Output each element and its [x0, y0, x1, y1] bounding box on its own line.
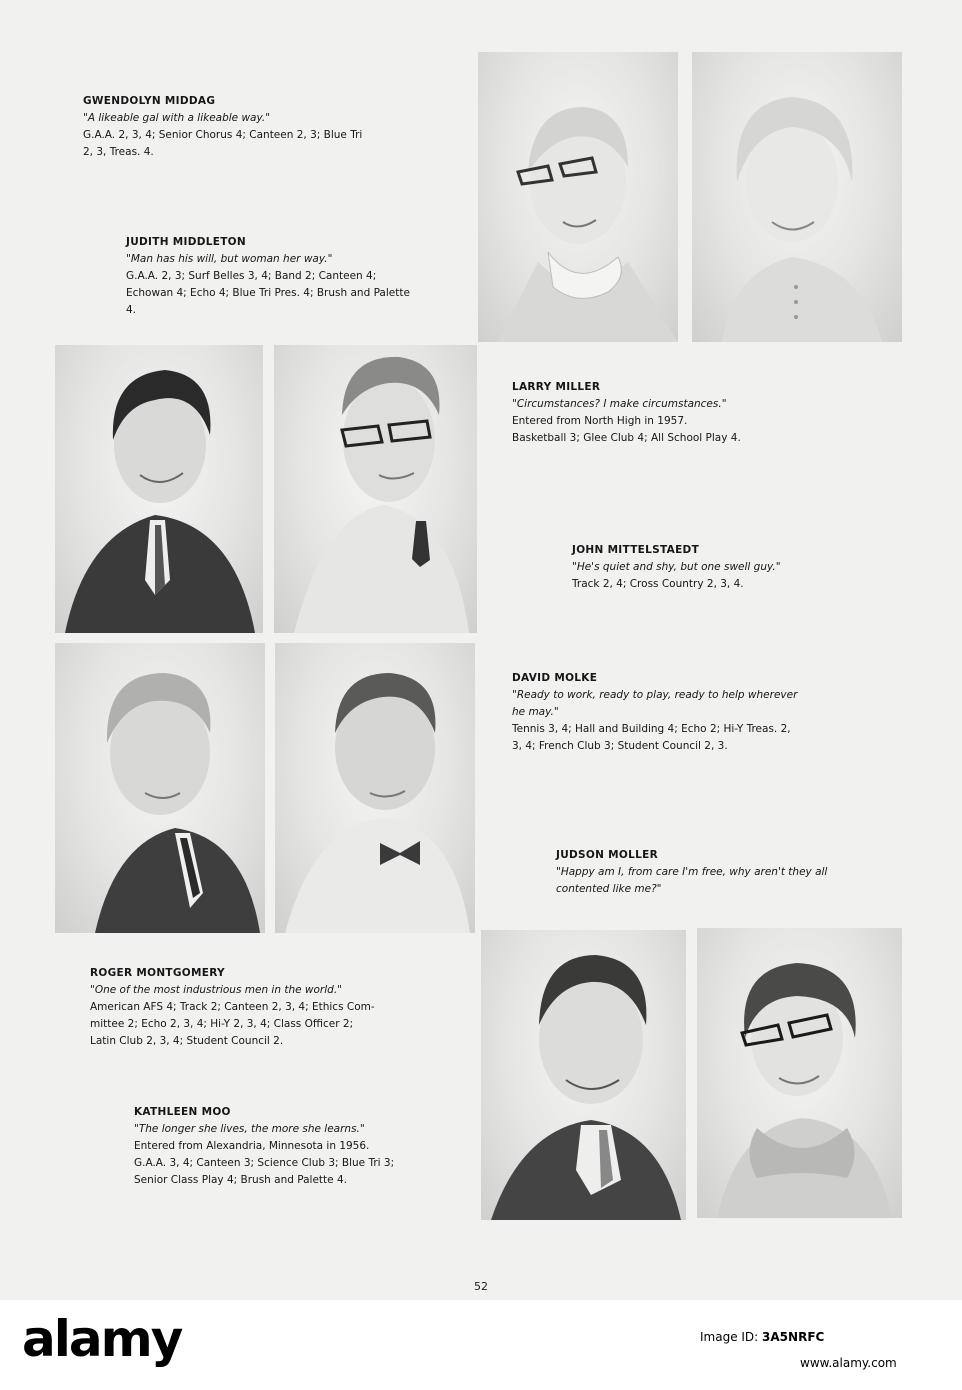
portrait-photo-middag [478, 52, 678, 342]
alamy-logo: alamy [22, 1310, 182, 1368]
student-entry-molke [512, 670, 852, 755]
student-quote: "He's quiet and shy, but one swell guy." [572, 561, 781, 573]
student-name: KATHLEEN MOO [134, 1106, 231, 1118]
student-name: JUDITH MIDDLETON [126, 236, 246, 248]
student-entry-moo [134, 1104, 474, 1189]
student-quote-cont: contented like me?" [556, 883, 662, 895]
page-number: 52 [474, 1280, 488, 1293]
activity-line: G.A.A. 3, 4; Canteen 3; Science Club 3; Blue Tri 3; [134, 1157, 395, 1169]
activity-line: Entered from Alexandria, Minnesota in 1956. [134, 1140, 370, 1152]
site-url: www.alamy.com [800, 1356, 897, 1370]
portrait-photo-miller [55, 345, 263, 633]
student-name: GWENDOLYN MIDDAG [83, 95, 216, 107]
image-id-label: Image ID: [700, 1330, 759, 1344]
student-quote: "One of the most industrious men in the world." [90, 984, 342, 996]
activity-line: 4. [126, 304, 137, 316]
student-quote: "A likeable gal with a likeable way." [83, 112, 271, 124]
activity-line: 2, 3, Treas. 4. [83, 146, 154, 158]
student-entry-miller [512, 379, 832, 447]
student-entry-montgomery [90, 965, 430, 1050]
activity-line: 3, 4; French Club 3; Student Council 2, 3. [512, 740, 728, 752]
student-entry-middag [83, 93, 413, 161]
activity-line: Basketball 3; Glee Club 4; All School Play 4. [512, 432, 741, 444]
student-quote: "The longer she lives, the more she learns." [134, 1123, 365, 1135]
student-entry-middleton [126, 234, 456, 319]
student-quote: "Ready to work, ready to play, ready to help wherever [512, 689, 798, 701]
student-name: JUDSON MOLLER [556, 849, 658, 861]
activity-line: American AFS 4; Track 2; Canteen 2, 3, 4; Ethics Com- [90, 1001, 375, 1013]
image-id [700, 1330, 824, 1344]
student-name: LARRY MILLER [512, 381, 601, 393]
activity-line: Senior Class Play 4; Brush and Palette 4. [134, 1174, 347, 1186]
student-quote-cont: he may." [512, 706, 559, 718]
portrait-photo-montgomery [481, 930, 686, 1220]
stock-footer [0, 1300, 962, 1390]
student-entry-mittelstaedt [572, 542, 872, 593]
activity-line: Entered from North High in 1957. [512, 415, 688, 427]
student-name: DAVID MOLKE [512, 672, 598, 684]
student-quote: "Circumstances? I make circumstances." [512, 398, 727, 410]
student-quote: "Happy am I, from care I'm free, why aren't they all [556, 866, 828, 878]
student-entry-moller [556, 847, 896, 898]
activity-line: G.A.A. 2, 3; Surf Belles 3, 4; Band 2; Canteen 4; [126, 270, 377, 282]
activity-line: Latin Club 2, 3, 4; Student Council 2. [90, 1035, 284, 1047]
student-name: ROGER MONTGOMERY [90, 967, 225, 979]
activity-line: G.A.A. 2, 3, 4; Senior Chorus 4; Canteen 2, 3; Blue Tri [83, 129, 363, 141]
student-name: JOHN MITTELSTAEDT [572, 544, 700, 556]
portrait-photo-middleton [692, 52, 902, 342]
portrait-photo-moo [697, 928, 902, 1218]
portrait-photo-mittelstaedt [274, 345, 477, 633]
portrait-photo-molke [55, 643, 265, 933]
activity-line: mittee 2; Echo 2, 3, 4; Hi-Y 2, 3, 4; Class Officer 2; [90, 1018, 354, 1030]
portrait-photo-moller [275, 643, 475, 933]
activity-line: Echowan 4; Echo 4; Blue Tri Pres. 4; Brush and Palette [126, 287, 410, 299]
image-id-value: 3A5NRFC [762, 1330, 825, 1344]
student-quote: "Man has his will, but woman her way." [126, 253, 333, 265]
activity-line: Tennis 3, 4; Hall and Building 4; Echo 2; Hi-Y Treas. 2, [512, 723, 791, 735]
activity-line: Track 2, 4; Cross Country 2, 3, 4. [572, 578, 744, 590]
